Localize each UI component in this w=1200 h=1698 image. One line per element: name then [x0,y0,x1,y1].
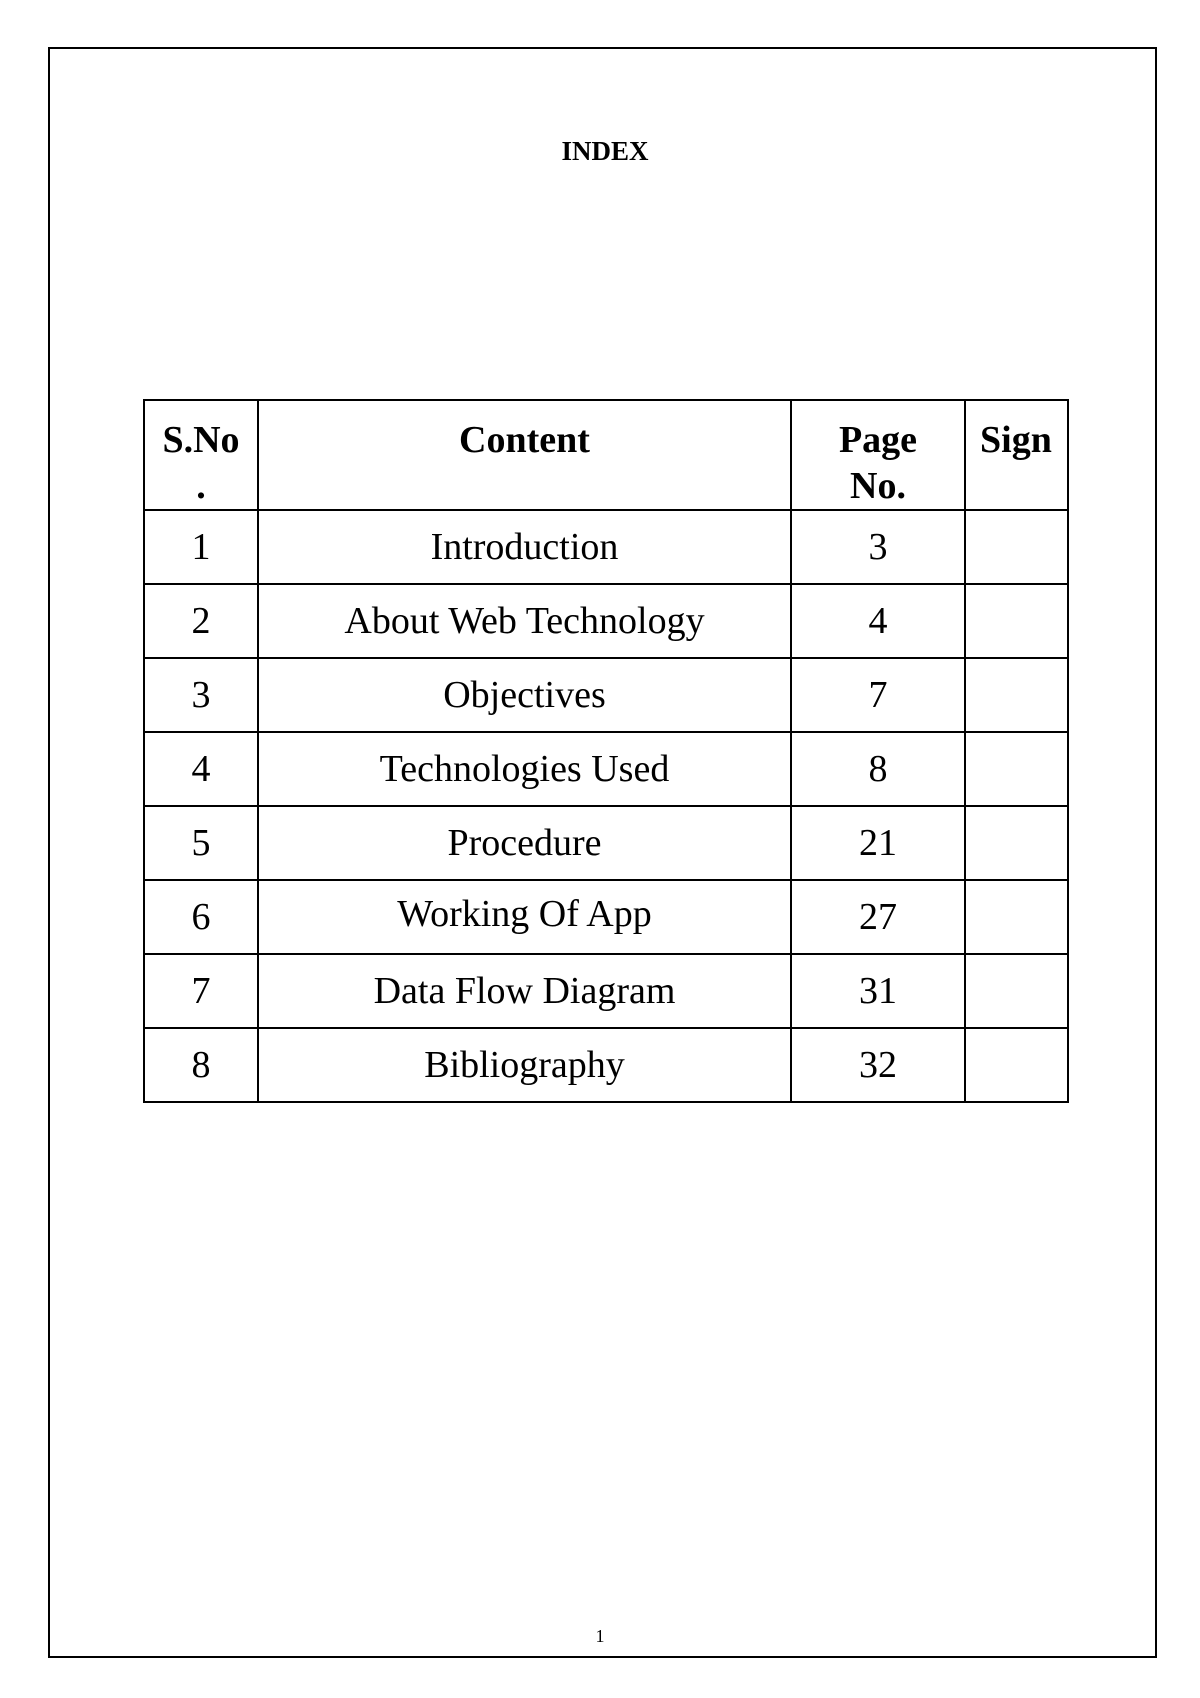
row-sign [965,584,1068,658]
row-page: 3 [791,510,965,584]
row-sno: 3 [144,658,258,732]
header-page-no [791,400,965,510]
page-title: INDEX [561,136,649,166]
header-page-no-label: Page No. [838,419,918,507]
row-page: 32 [791,1028,965,1102]
header-sign: Sign [965,400,1068,510]
row-content: About Web Technology [258,584,791,658]
row-sign [965,732,1068,806]
table-row [144,732,1068,806]
table-row [144,954,1068,1028]
header-sno-label: S.No . [162,419,240,507]
row-sno: 7 [144,954,258,1028]
row-sno: 1 [144,510,258,584]
row-content: Procedure [258,806,791,880]
row-page: 4 [791,584,965,658]
header-sno [144,400,258,510]
row-content: Data Flow Diagram [258,954,791,1028]
table-row [144,510,1068,584]
row-sno: 8 [144,1028,258,1102]
row-content: Introduction [258,510,791,584]
row-content: Technologies Used [258,732,791,806]
row-sign [965,1028,1068,1102]
row-sno: 2 [144,584,258,658]
table-row [144,1028,1068,1102]
row-content: Objectives [258,658,791,732]
row-sno: 4 [144,732,258,806]
row-sign [965,510,1068,584]
page-number: 1 [595,1626,605,1646]
table-row [144,806,1068,880]
row-content: Working Of App [258,880,791,954]
row-page: 8 [791,732,965,806]
row-page: 31 [791,954,965,1028]
row-sign [965,658,1068,732]
table-row [144,584,1068,658]
row-sign [965,954,1068,1028]
index-table [143,399,1069,1103]
row-sno: 6 [144,880,258,954]
table-body [144,510,1068,1102]
row-page: 7 [791,658,965,732]
row-sign [965,806,1068,880]
table-header-row [144,400,1068,510]
header-content: Content [258,400,791,510]
table-row [144,658,1068,732]
row-page: 27 [791,880,965,954]
row-sno: 5 [144,806,258,880]
table-row [144,880,1068,954]
row-sign [965,880,1068,954]
row-content: Bibliography [258,1028,791,1102]
row-page: 21 [791,806,965,880]
